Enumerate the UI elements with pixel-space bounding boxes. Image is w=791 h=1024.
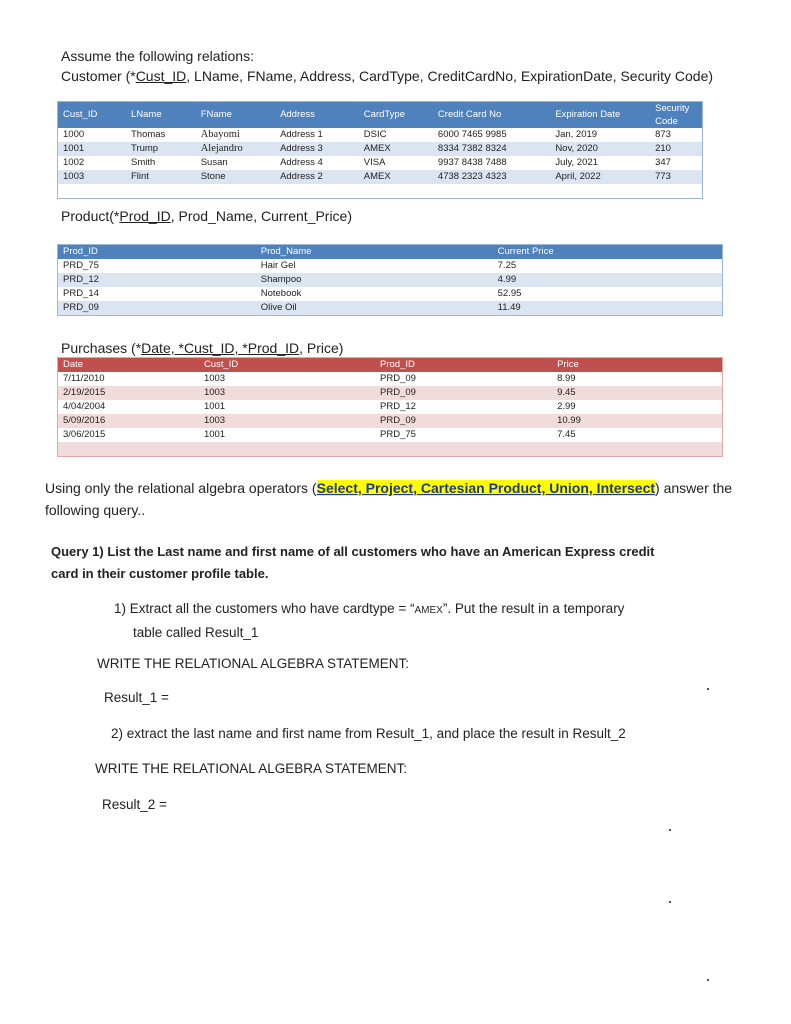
product-header-row <box>58 245 723 260</box>
empty-row <box>58 442 723 457</box>
table-cell: AMEX <box>359 142 433 156</box>
table-cell: 1003 <box>58 170 127 184</box>
table-cell: 7.25 <box>493 259 723 273</box>
purchases-key: Date, *Cust_ID, *Prod_ID <box>141 340 300 356</box>
table-cell: 1001 <box>199 400 375 414</box>
table-cell: 773 <box>650 170 702 184</box>
table-cell: 6000 7465 9985 <box>433 128 550 142</box>
operators-highlight: Select, Project, Cartesian Product, Union, Intersect <box>316 480 656 496</box>
table-row <box>58 301 723 316</box>
product-relation-schema: Product(*Prod_ID, Prod_Name, Current_Price) <box>61 208 353 224</box>
purchases-body <box>58 372 723 457</box>
step-1-text <box>114 598 624 644</box>
table-cell: Thomas <box>126 128 196 142</box>
result-1-label: Result_1 = <box>104 690 169 705</box>
table-row <box>58 372 723 386</box>
table-row <box>58 287 723 301</box>
column-header: CardType <box>359 102 433 129</box>
product-table <box>57 244 723 316</box>
table-cell: Jan, 2019 <box>550 128 650 142</box>
table-cell: Address 2 <box>275 170 359 184</box>
table-cell: 1003 <box>199 372 375 386</box>
column-header: Price <box>552 358 722 373</box>
table-cell: Olive Oil <box>256 301 493 316</box>
instructions <box>45 477 732 521</box>
table-cell: Address 4 <box>275 156 359 170</box>
table-cell: 7/11/2010 <box>58 372 199 386</box>
table-cell: 1002 <box>58 156 127 170</box>
instructions-line-1: Using only the relational algebra operators (Select, Project, Cartesian Product, Union, Intersect) answer the <box>45 480 733 496</box>
purchases-relation-schema: Purchases (*Date, *Cust_ID, *Prod_ID, Price) <box>61 340 344 356</box>
column-header: Prod_Name <box>256 245 493 260</box>
table-row <box>58 428 723 442</box>
table-cell: 2/19/2015 <box>58 386 199 400</box>
column-header: Address <box>275 102 359 129</box>
step-1-line-1: 1) Extract all the customers who have cardtype = “AMEX”. Put the result in a temporary <box>114 601 625 616</box>
table-cell: Smith <box>126 156 196 170</box>
instructions-line-2: following query.. <box>45 502 146 518</box>
table-cell: 210 <box>650 142 702 156</box>
table-cell: 11.49 <box>493 301 723 316</box>
table-cell: PRD_09 <box>375 414 552 428</box>
table-cell: 3/06/2015 <box>58 428 199 442</box>
table-row <box>58 273 723 287</box>
table-cell: VISA <box>359 156 433 170</box>
table-cell: 1003 <box>199 386 375 400</box>
table-cell: April, 2022 <box>550 170 650 184</box>
result-2-label: Result_2 = <box>102 797 167 812</box>
step-1-line-2: table called Result_1 <box>133 625 259 640</box>
purchases-header-row <box>58 358 723 373</box>
column-header: Security Code <box>650 102 702 129</box>
table-cell: PRD_75 <box>58 259 256 273</box>
step-2-write-label: WRITE THE RELATIONAL ALGEBRA STATEMENT: <box>95 761 408 776</box>
product-key: Prod_ID <box>119 208 171 224</box>
column-header: LName <box>126 102 196 129</box>
table-row <box>58 400 723 414</box>
table-cell: 4738 2323 4323 <box>433 170 550 184</box>
customer-table <box>57 101 703 199</box>
table-row <box>58 128 703 142</box>
product-body <box>58 259 723 316</box>
table-cell: 10.99 <box>552 414 722 428</box>
table-cell: Address 1 <box>275 128 359 142</box>
table-cell: 5/09/2016 <box>58 414 199 428</box>
table-cell: PRD_14 <box>58 287 256 301</box>
stray-dot <box>707 688 709 690</box>
column-header: Prod_ID <box>58 245 256 260</box>
intro-line-1: Assume the following relations: <box>61 48 254 64</box>
step-1-write-label: WRITE THE RELATIONAL ALGEBRA STATEMENT: <box>97 656 410 671</box>
table-cell: 4/04/2004 <box>58 400 199 414</box>
stray-dot <box>669 901 671 903</box>
column-header: Expiration Date <box>550 102 650 129</box>
table-cell: Trump <box>126 142 196 156</box>
table-cell: Nov, 2020 <box>550 142 650 156</box>
table-cell: 8334 7382 8324 <box>433 142 550 156</box>
customer-body <box>58 128 703 199</box>
table-row <box>58 414 723 428</box>
stray-dot <box>669 829 671 831</box>
stray-dot <box>707 979 709 981</box>
table-cell: 1001 <box>199 428 375 442</box>
table-cell: PRD_09 <box>375 386 552 400</box>
table-cell: PRD_12 <box>375 400 552 414</box>
column-header: Prod_ID <box>375 358 552 373</box>
table-cell: PRD_09 <box>375 372 552 386</box>
customer-relation-schema: Customer (*Cust_ID, LName, FName, Address, CardType, CreditCardNo, ExpirationDate, Security Code) <box>61 68 714 84</box>
table-cell: 1001 <box>58 142 127 156</box>
table-cell: Shampoo <box>256 273 493 287</box>
table-cell: 7.45 <box>552 428 722 442</box>
intro-text <box>61 46 713 86</box>
table-cell: 1000 <box>58 128 127 142</box>
table-cell: AMEX <box>359 170 433 184</box>
customer-header-row <box>58 102 703 129</box>
customer-key: Cust_ID <box>135 68 187 84</box>
column-header: Cust_ID <box>58 102 127 129</box>
table-row <box>58 386 723 400</box>
table-row <box>58 170 703 184</box>
query-1-line-2: card in their customer profile table. <box>51 566 269 581</box>
table-row <box>58 156 703 170</box>
table-cell: 52.95 <box>493 287 723 301</box>
table-cell: DSIC <box>359 128 433 142</box>
table-cell: Flint <box>126 170 196 184</box>
step-2-line-1: 2) extract the last name and first name from Result_1, and place the result in Result_2 <box>111 726 626 741</box>
purchases-table <box>57 357 723 457</box>
table-cell: 1003 <box>199 414 375 428</box>
table-cell: 4.99 <box>493 273 723 287</box>
table-cell: 8.99 <box>552 372 722 386</box>
table-cell: PRD_12 <box>58 273 256 287</box>
table-cell: Hair Gel <box>256 259 493 273</box>
table-cell: Stone <box>196 170 275 184</box>
column-header: Cust_ID <box>199 358 375 373</box>
table-cell: Susan <box>196 156 275 170</box>
table-cell: Notebook <box>256 287 493 301</box>
table-cell: PRD_09 <box>58 301 256 316</box>
query-1-line-1: Query 1) List the Last name and first name of all customers who have an American Express credit <box>51 544 655 559</box>
empty-row <box>58 184 703 199</box>
table-cell: Abayomi <box>196 128 275 142</box>
table-cell: 2.99 <box>552 400 722 414</box>
table-row <box>58 259 723 273</box>
table-cell: 9.45 <box>552 386 722 400</box>
table-cell: 347 <box>650 156 702 170</box>
table-cell: Address 3 <box>275 142 359 156</box>
table-cell: PRD_75 <box>375 428 552 442</box>
column-header: Credit Card No <box>433 102 550 129</box>
table-row <box>58 142 703 156</box>
table-cell: 873 <box>650 128 702 142</box>
query-1 <box>51 541 655 585</box>
table-cell: 9937 8438 7488 <box>433 156 550 170</box>
table-cell: Alejandro <box>196 142 275 156</box>
column-header: FName <box>196 102 275 129</box>
table-cell: July, 2021 <box>550 156 650 170</box>
column-header: Current Price <box>493 245 723 260</box>
column-header: Date <box>58 358 199 373</box>
